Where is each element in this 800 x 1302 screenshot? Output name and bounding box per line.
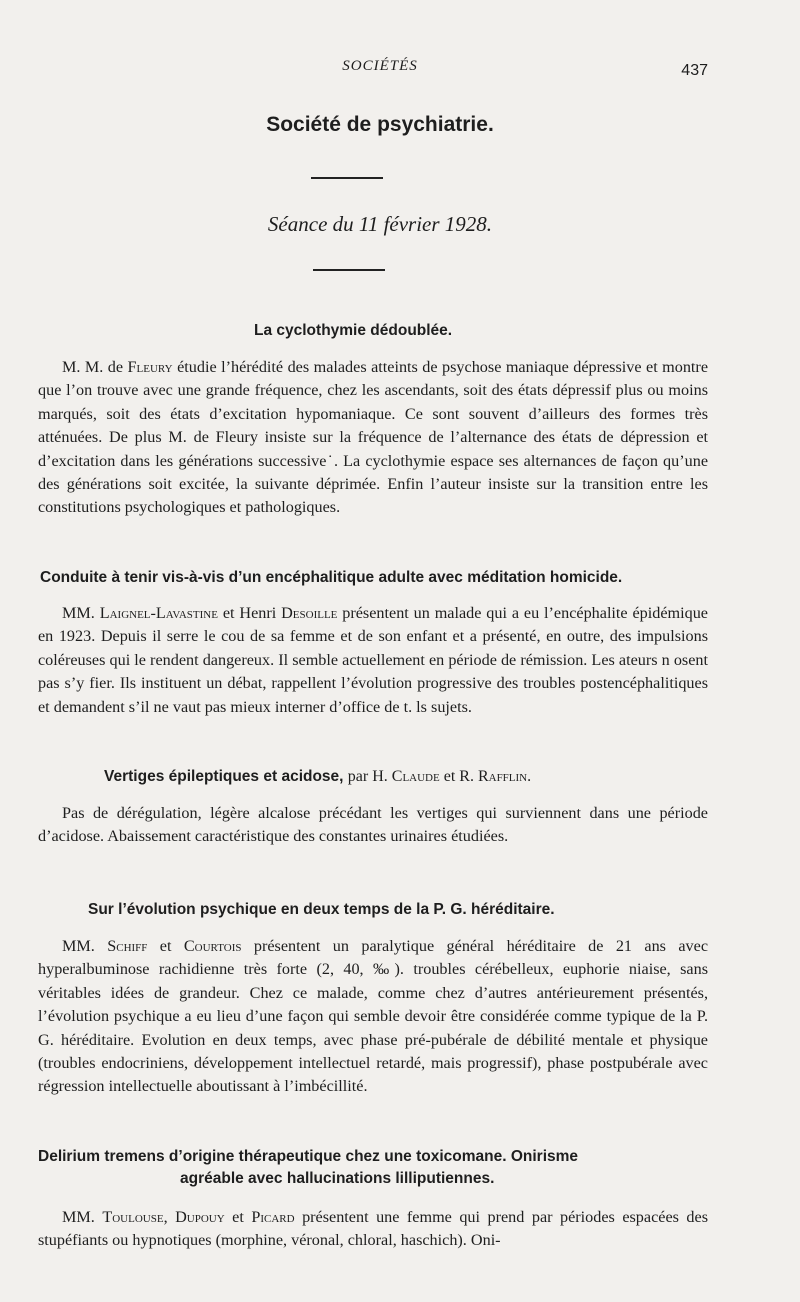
running-head: SOCIÉTÉS [342,58,418,74]
paragraph-body: étudie l’hérédité des malades atteints de psychose maniaque dépressive et montre que l’on trouve avec une grande fréquence, chez les ascendants, soit des états dépressif plus ou moins marqués, soit des états d’excitation hypomaniaque. Ce sont souvent d’ailleurs des formes très atténuées. De plus M. de Fleury insiste sur la fréquence de l’alternance des états de dépression et d’excitation dans les générations successive˙. La cyclothymie espace ses alternances de façon qu’une des générations soit excitée, la suivante déprimée. Enfin l’auteur insiste sur la transition entre les constitutions psychologiques et pathologiques. [38,358,709,517]
author-name: Laignel-Lavastine [99,604,218,622]
author-lead: par H. [347,768,392,785]
section-paragraph [38,1206,708,1253]
section-paragraph [38,602,708,719]
section-heading: Sur l’évolution psychique en deux temps de la P. G. héréditaire. [88,901,555,918]
paragraph-body: présentent un paralytique général héréditaire de 21 ans avec hyperalbuminose rachidienne très forte (2, 40, ‰). troubles cérébelleux, euphorie niaise, sans véritables idées de grandeur. Chez ce malade, comme chez d’autres antérieurement présentés, l’évolution psychique a eu lieu d’une façon qui semble devoir être considérée comme typique de la P. G. héréditaire. Evolution en deux temps, avec phase pré-pubérale de débilité mentale et physique (troubles endocriniens, développement intellectuel retardé, mais progressif), phase postpubérale avec régression intellectuelle aboutissant à l’imbécillité. [38,937,709,1096]
author-name: Courtois [183,937,242,955]
paragraph-body: présentent une femme qui prend par périodes espacées des stupéfiants ou hypnotiques (morphine, véronal, chloral, haschich). Oni- [38,1208,708,1250]
divider-rule [313,269,385,271]
author-connector: et Henri [217,604,282,622]
page-number: 437 [681,62,708,79]
author-lead: MM. [62,1208,103,1226]
author-connector: , [163,1208,176,1226]
paragraph-body: Pas de dérégulation, légère alcalose précédant les vertiges qui surviennent dans une période d’acidose. Abaissement caractéristique des constantes urinaires étudiées. [38,804,708,846]
section-heading [104,768,531,786]
author-name: Fleury [127,358,173,376]
society-title: Société de psychiatrie. [266,113,494,136]
author-name: Picard [251,1208,295,1226]
section-paragraph [38,356,708,520]
section-heading-continued: agréable avec hallucinations lilliputiennes. [180,1170,495,1187]
author-name: Schiff [107,937,148,955]
author-lead: M. M. de [62,358,128,376]
section-heading: Conduite à tenir vis-à-vis d’un encéphalitique adulte avec méditation homicide. [40,569,623,586]
author-connector: et R. [439,768,478,785]
author-connector: et [147,937,184,955]
section-paragraph [38,802,708,849]
author-name: Toulouse [102,1208,164,1226]
author-name: Claude [391,768,440,785]
author-name: Desoille [281,604,338,622]
author-name: Rafflin. [477,768,532,785]
paragraph-body: présentent un malade qui a eu l’encéphalite épidémique en 1923. Depuis il serre le cou de sa femme et de son enfant et a présenté, en outre, des impulsions coléreuses qui le rendent dangereux. Il semble actuellement en période de rémission. Les ateurs n osent pas s’y fier. Ils instituent un débat, rappellent l’évolution progressive des troubles postencéphalitiques et demandent s’il ne vaut pas mieux interner d’office de t. ls sujets. [38,604,708,716]
section-paragraph [38,935,708,1099]
section-heading: La cyclothymie dédoublée. [254,322,453,339]
author-lead: MM. [62,937,108,955]
section-heading-title: Vertiges épileptiques et acidose, [104,768,344,785]
section-heading: Delirium tremens d’origine thérapeutique chez une toxicomane. Onirisme [38,1148,579,1165]
session-date: Séance du 11 février 1928. [267,212,493,236]
author-lead: MM. [62,604,100,622]
author-name: Dupouy [175,1208,225,1226]
divider-rule [311,177,383,179]
author-connector: et [224,1208,252,1226]
section-heading-authors [348,768,531,785]
